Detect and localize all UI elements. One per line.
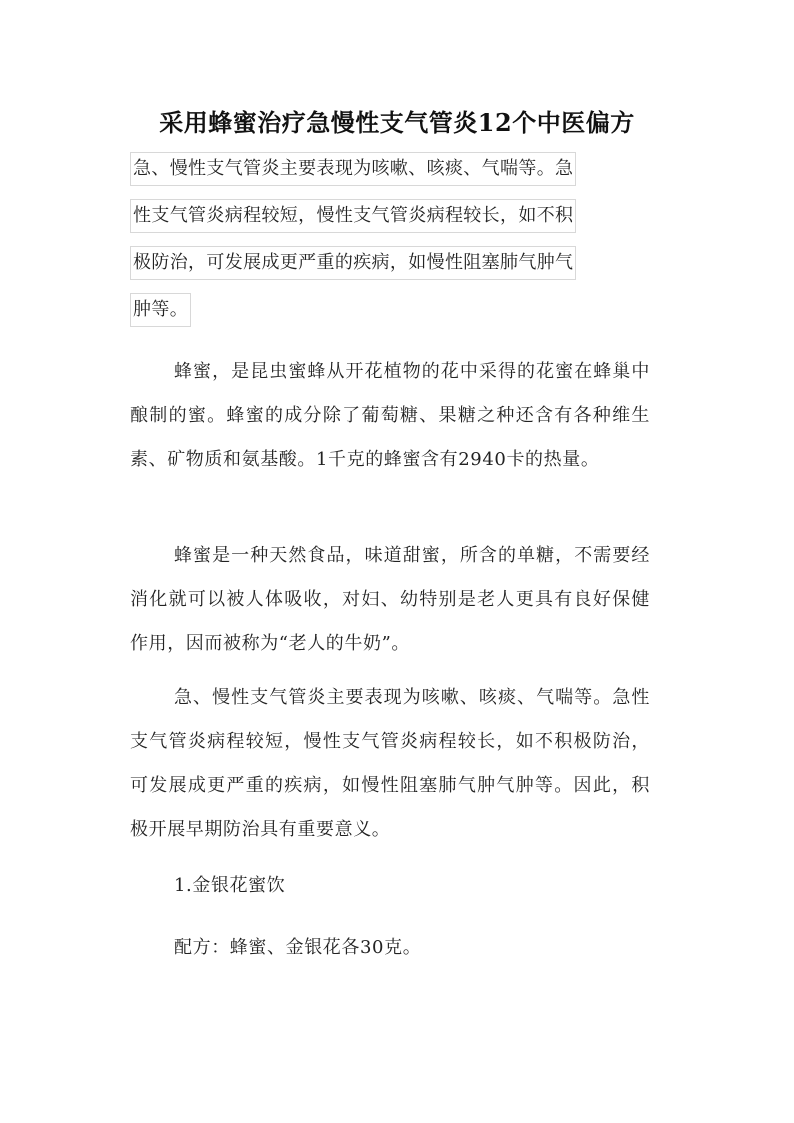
intro-line: 性支气管炎病程较短，慢性支气管炎病程较长，如不积 — [130, 199, 576, 233]
remedy-formula: 配方：蜂蜜、金银花各30克。 — [174, 937, 422, 958]
document-title: 采用蜂蜜治疗急慢性支气管炎12个中医偏方 — [159, 108, 635, 137]
paragraph-honey-definition: 蜂蜜，是昆虫蜜蜂从开花植物的花中采得的花蜜在蜂巢中酿制的蜜。蜂蜜的成分除了葡萄糖、果糖之种还含有各种维生素、矿物质和氨基酸。1千克的蜂蜜含有2940卡的热量。 — [130, 361, 650, 470]
intro-line: 急、慢性支气管炎主要表现为咳嗽、咳痰、气喘等。急 — [130, 152, 576, 186]
paragraph-honey-benefits: 蜂蜜是一种天然食品，味道甜蜜，所含的单糖，不需要经消化就可以被人体吸收，对妇、幼特别是老人更具有良好保健作用，因而被称为“老人的牛奶”。 — [130, 545, 650, 654]
intro-boxed-text — [130, 152, 650, 340]
intro-line: 肿等。 — [130, 293, 191, 327]
remedy-heading: 1.金银花蜜饮 — [174, 875, 286, 896]
intro-line: 极防治，可发展成更严重的疾病，如慢性阻塞肺气肿气 — [130, 246, 576, 280]
paragraph-bronchitis-overview: 急、慢性支气管炎主要表现为咳嗽、咳痰、气喘等。急性支气管炎病程较短，慢性支气管炎病程较长，如不积极防治，可发展成更严重的疾病，如慢性阻塞肺气肿气肿等。因此，积极开展早期防治具有重要意义。 — [130, 687, 650, 840]
